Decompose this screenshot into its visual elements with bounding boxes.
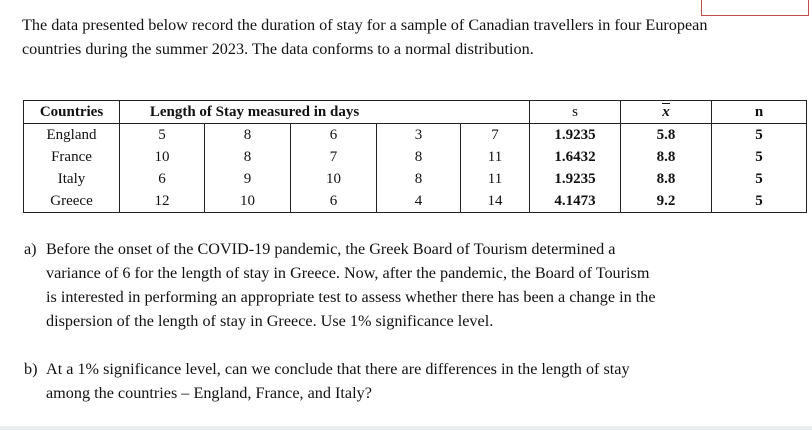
stay-cell: 9	[205, 168, 291, 190]
xbar-cell: 8.8	[621, 168, 712, 190]
stay-cell: 8	[205, 146, 291, 168]
question-b-label: b)	[24, 360, 38, 378]
stay-cell: 10	[291, 168, 377, 190]
country-cell: England	[24, 124, 120, 147]
stay-cell: 5	[120, 124, 205, 147]
s-cell: 1.9235	[530, 124, 621, 147]
n-cell: 5	[712, 168, 807, 190]
stay-cell: 6	[291, 124, 377, 147]
stay-cell: 6	[120, 168, 205, 190]
stay-cell: 7	[461, 124, 530, 147]
country-cell: Italy	[24, 168, 120, 190]
country-cell: France	[24, 146, 120, 168]
bottom-divider	[0, 426, 812, 430]
question-a-line: is interested in performing an appropriate test to assess whether there has been a change in the	[46, 288, 656, 306]
stay-cell: 4	[377, 190, 461, 213]
question-b-line: among the countries – England, France, and Italy?	[46, 384, 372, 402]
n-cell: 5	[712, 146, 807, 168]
stay-cell: 10	[205, 190, 291, 213]
question-a-line: dispersion of the length of stay in Greece. Use 1% significance level.	[46, 312, 494, 330]
table-row	[24, 168, 807, 190]
header-n: n	[712, 101, 807, 124]
question-a-line: variance of 6 for the length of stay in Greece. Now, after the pandemic, the Board of Tourism	[46, 264, 650, 282]
table-header-row	[24, 101, 807, 124]
s-cell: 1.9235	[530, 168, 621, 190]
stay-cell: 3	[377, 124, 461, 147]
question-a-label: a)	[24, 240, 37, 258]
stay-cell: 14	[461, 190, 530, 213]
n-cell: 5	[712, 190, 807, 213]
stay-cell: 8	[377, 146, 461, 168]
length-of-stay-table	[23, 100, 807, 213]
s-cell: 4.1473	[530, 190, 621, 213]
n-cell: 5	[712, 124, 807, 147]
stay-cell: 8	[377, 168, 461, 190]
stay-cell: 6	[291, 190, 377, 213]
question-b	[24, 357, 784, 405]
table-row	[24, 146, 807, 168]
question-a-line: Before the onset of the COVID-19 pandemic, the Greek Board of Tourism determined a	[46, 240, 616, 258]
country-cell: Greece	[24, 190, 120, 213]
xbar-cell: 5.8	[621, 124, 712, 147]
header-xbar: x	[621, 101, 712, 124]
header-length-of-stay: Length of Stay measured in days	[120, 101, 530, 124]
table-row	[24, 190, 807, 213]
xbar-cell: 9.2	[621, 190, 712, 213]
stay-cell: 12	[120, 190, 205, 213]
stay-cell: 8	[205, 124, 291, 147]
s-cell: 1.6432	[530, 146, 621, 168]
intro-paragraph: The data presented below record the duration of stay for a sample of Canadian travellers in four European countries during the summer 2023. The data conforms to a normal distribution.	[22, 16, 708, 58]
header-s: s	[530, 101, 621, 124]
stay-cell: 7	[291, 146, 377, 168]
header-countries: Countries	[24, 101, 120, 124]
stay-cell: 11	[461, 146, 530, 168]
question-b-line: At a 1% significance level, can we conclude that there are differences in the length of stay	[46, 360, 630, 378]
table-row	[24, 124, 807, 147]
question-a	[24, 237, 784, 333]
stay-cell: 11	[461, 168, 530, 190]
xbar-cell: 8.8	[621, 146, 712, 168]
stay-cell: 10	[120, 146, 205, 168]
